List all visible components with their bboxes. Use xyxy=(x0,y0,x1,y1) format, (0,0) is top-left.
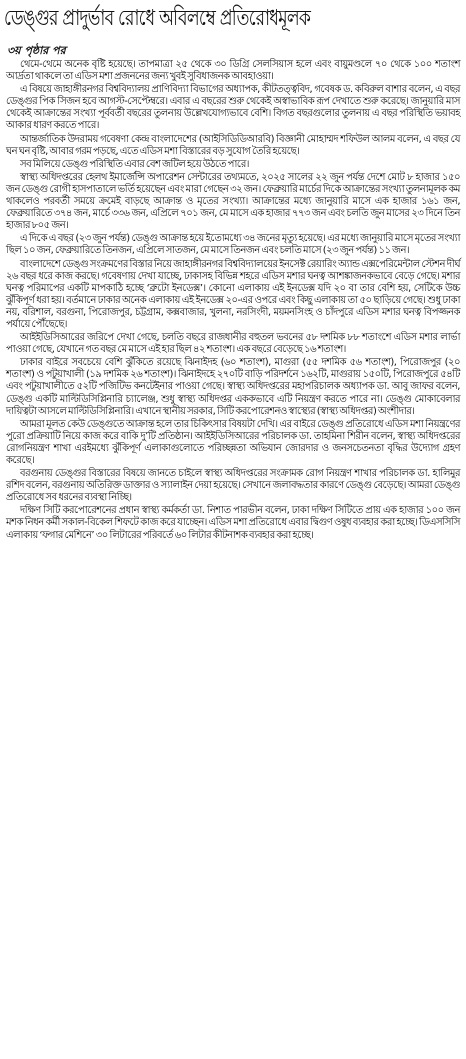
paragraph: স্বাস্থ্য অধিদপ্তরের হেলথ ইমার্জেন্সি অপারেশন সেন্টারের তথ্যমতে, ২০২৫ সালের ২২ জুন পর্যন্ত দেশে মোট ৮ হাজার ১৫০ জন ডেঙ্গু রোগী হাসপাতালে ভর্তি হয়েছেন এবং মারা গেছেন ৩২ জন। ফেব্রুয়ারি মার্চের দিকে আক্রান্তের সংখ্যা তুলনামূলক কম থাকলেও পরবর্তী সময়ে ক্রমেই বাড়ছে আক্রান্ত ও মৃতের সংখ্যা। আক্রান্তের মধ্যে জানুয়ারি মাসে এক হাজার ১৬১ জন, ফেব্রুয়ারিতে ৩৭৪ জন, মার্চে ৩৩৬ জন, এপ্রিলে ৭০১ জন, মে মাসে এক হাজার ৭৭৩ জন এবং চলতি জুন মাসের ২৩ দিনে তিন হাজার ৮০৫ জন। xyxy=(6,171,460,232)
paragraph: থেমে-থেমে অনেক বৃষ্টি হয়েছে। তাপমাত্রা ২৫ থেকে ৩০ ডিগ্রি সেলসিয়াস হলে এবং বায়ুমণ্ডলে ৭০ থেকে ১০০ শতাংশ আর্দ্রতা থাকলে তা এডিস মশা প্রজননের জন্য খুবই সুবিধাজনক আবহাওয়া। xyxy=(6,59,460,83)
paragraph: এ বিষয়ে জাহাঙ্গীরনগর বিশ্ববিদ্যালয় প্রাণিবিদ্যা বিভাগের অধ্যাপক, কীটতত্ত্ববিদ, গবেষক ড. কবিরুল বাশার বলেন, এ বছর ডেঙ্গুর পিক সিজন হবে আগস্ট-সেপ্টেম্বরে। এবার এ বছরের শুরু থেকেই অস্বাভাবিক রূপ দেখাতে শুরু করেছে। জানুয়ারি মাস থেকেই আক্রান্তের সংখ্যা পূর্ববর্তী বছরের তুলনায় উল্লেখযোগ্যভাবে বেশি। বিগত বছরগুলোর তুলনায় এ বছর পরিস্থিতি ভয়াবহ আকার ধারণ করতে পারে। xyxy=(6,84,460,132)
paragraph: দক্ষিণ সিটি করপোরেশনের প্রধান স্বাস্থ্য কর্মকর্তা ডা. নিশাত পারভীন বলেন, ঢাকা দক্ষিণ সিটিতে প্রায় এক হাজার ১০০ জন মশক নিধন কর্মী সকাল-বিকেল শিফটে কাজ করে যাচ্ছেন। এডিস মশা প্রতিরোধে এবার দ্বিগুণ ওষুধ ব্যবহার করা হচ্ছে। ডিএসসিসি এলাকায় ‘ফগার মেশিনে’ ৩০ লিটারের পরিবর্তে ৬০ লিটার কীটনাশক ব্যবহার করা হচ্ছে। xyxy=(6,505,460,541)
headline: ডেঙ্গুর প্রাদুর্ভাব রোধে অবিলম্বে প্রতিরোধমূলক xyxy=(4,6,311,31)
paragraph: আমরা মূলত কেউ ডেঙ্গুতে আক্রান্ত হলে তার চিকিৎসার বিষয়টা দেখি। এর বাইরে ডেঙ্গু প্রতিরোধে এডিস মশা নিয়ন্ত্রণের পুরো প্রক্রিয়াটি নিয়ে কাজ করে বাকি দু’টি প্রতিষ্ঠান। আইইডিসিআরের পরিচালক ডা. তাহমিনা শিরীন বলেন, স্বাস্থ্য অধিদপ্তরের রোগনিয়ন্ত্রণ শাখা এরইমধ্যে ঝুঁকিপূর্ণ এলাকাগুলোতে পরিচ্ছন্নতা অভিযান জোরদার ও জনসচেতনতা বৃদ্ধির উদ্যোগ গ্রহণ করেছে। xyxy=(6,418,460,466)
article-body xyxy=(6,59,460,542)
paragraph: আইইডিসিআরের জরিপে দেখা গেছে, চলতি বছরে রাজধানীর বহুতল ভবনের ৫৮ দশমিক ৮৮ শতাংশে এডিস মশার লার্ভা পাওয়া গেছে, যেখানে গত বছর মে মাসে এই হার ছিল ৪২ শতাংশ। এক বছরে বেড়েছে ১৬ শতাংশ। xyxy=(6,332,460,356)
paragraph: বাংলাদেশে ডেঙ্গু সংক্রমণের বিস্তার নিয়ে জাহাঙ্গীরনগর বিশ্ববিদ্যালয়ের ইনসেক্ট রেয়ারিং অ্যান্ড এক্সপেরিমেন্টাল স্টেশন দীর্ঘ ২৬ বছর ধরে কাজ করছে। গবেষণায় দেখা যাচ্ছে, ঢাকাসহ বিভিন্ন শহরে এডিস মশার ঘনত্ব আশঙ্কাজনকভাবে বেড়ে গেছে। মশার ঘনত্ব পরিমাপের একটি মাপকাঠি হচ্ছে ‘ব্রুটো ইনডেক্স’। কোনো এলাকায় এই ইনডেক্স যদি ২০ বা তার বেশি হয়, সেটিকে উচ্চ ঝুঁকিপূর্ণ ধরা হয়। বর্তমানে ঢাকার অনেক এলাকায় এই ইনডেক্স ২০-এর ওপরে এবং কিছু এলাকায় তা ৫০ ছাড়িয়ে গেছে। শুধু ঢাকা নয়, বরিশাল, বরগুনা, পিরোজপুর, চট্টগ্রাম, কক্সবাজার, খুলনা, নরসিংদী, ময়মনসিংহ ও চাঁদপুরে এডিস মশার ঘনত্ব বিপজ্জনক পর্যায়ে পৌঁছেছে। xyxy=(6,258,460,330)
paragraph: ঢাকার বাইরে সবচেয়ে বেশি ঝুঁকিতে রয়েছে ঝিনাইদহ (৬০ শতাংশ), মাগুরা (৫৫ দশমিক ৫৬ শতাংশ), পিরোজপুর (২০ শতাংশ) ও পটুয়াখালী (১৯ দশমিক ২৬ শতাংশ)। ঝিনাইদহে ২৭০টি বাড়ি পরিদর্শনে ১৬২টি, মাগুরায় ১৫০টি, পিরোজপুরে ৫৪টি এবং পটুয়াখালীতে ৫২টি পজিটিভ কনটেইনার পাওয়া গেছে। স্বাস্থ্য অধিদপ্তরের মহাপরিচালক অধ্যাপক ডা. আবু জাফর বলেন, ডেঙ্গু একটি মাল্টিডিসিপ্লিনারি চ্যালেঞ্জ, শুধু স্বাস্থ্য অধিদপ্তর এককভাবে এটি নিয়ন্ত্রণ করতে পারে না। ডেঙ্গু মোকাবেলার দায়িত্বটা আসলে মাল্টিডিসিপ্লিনারি। এখানে স্থানীয় সরকার, সিটি করপোরেশনও স্বাস্থ্যের (স্বাস্থ্য অধিদপ্তর) অংশীদার। xyxy=(6,357,460,417)
paragraph: বরগুনায় ডেঙ্গুর বিস্তারের বিষয়ে জানতে চাইলে স্বাস্থ্য অধিদপ্তরের সংক্রামক রোগ নিয়ন্ত্রণ শাখার পরিচালক ডা. হালিমুর রশিদ বলেন, বরগুনায় অতিরিক্ত ডাক্তার ও স্যালাইন দেয়া হয়েছে। সেখানে জলাবদ্ধতার কারণে ডেঙ্গু বেড়েছে। আমরা ডেঙ্গু প্রতিরোধে সব ধরনের ব্যবস্থা নিচ্ছি। xyxy=(6,468,460,504)
paragraph: এ দিকে এ বছর (২৩ জুন পর্যন্ত) ডেঙ্গু আক্রান্ত হয়ে ইতোমধ্যে ৩৪ জনের মৃত্যু হয়েছে। এর মধ্যে জানুয়ারি মাসে মৃতের সংখ্যা ছিল ১০ জন, ফেব্রুয়ারিতে তিনজন, এপ্রিলে সাতজন, মে মাসে তিনজন এবং চলতি মাসে (২৩ জুন পর্যন্ত) ১১ জন। xyxy=(6,233,460,257)
paragraph: আন্তর্জাতিক উদরাময় গবেষণা কেন্দ্র বাংলাদেশের (আইসিডিডিআরবি) বিজ্ঞানী মোহাম্মদ শফিউল আলম বলেন, এ বছর যে ঘন ঘন বৃষ্টি, আবার গরম পড়ছে, এতে এডিস মশা বিস্তারের বড় সুযোগ তৈরি হয়েছে। xyxy=(6,133,460,157)
paragraph: সব মিলিয়ে ডেঙ্গু পরিস্থিতি এবার বেশ জটিল হয়ে উঠতে পারে। xyxy=(20,158,249,170)
continued-from-label: ৩য় পৃষ্ঠার পর xyxy=(7,44,66,57)
